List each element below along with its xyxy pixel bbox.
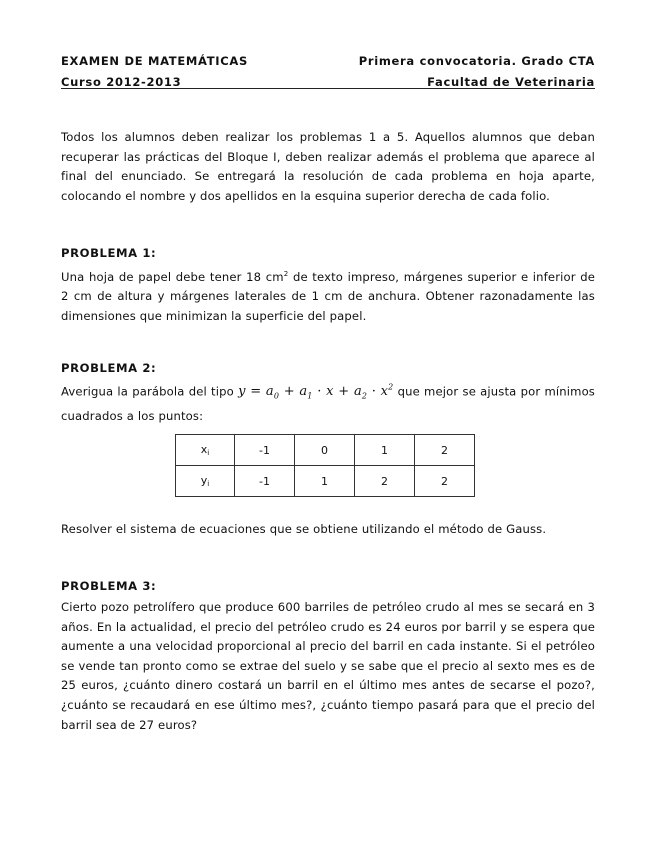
problem-1-text-start: Una hoja de papel debe tener 18 cm xyxy=(61,269,284,284)
points-table xyxy=(175,434,475,497)
header-divider xyxy=(61,88,595,89)
exam-title: EXAMEN DE MATEMÁTICAS xyxy=(61,54,249,68)
exam-session: Primera convocatoria. Grado CTA xyxy=(358,54,595,68)
problem-1-unit-exponent: 2 xyxy=(283,270,289,278)
table-cell: 0 xyxy=(295,435,355,466)
problem-2-text-start: Averigua la parábola del tipo xyxy=(61,384,234,399)
gauss-instruction: Resolver el sistema de ecuaciones que se obtiene utilizando el método de Gauss. xyxy=(61,522,547,536)
exam-header xyxy=(61,54,595,96)
header-row-2 xyxy=(61,75,595,96)
parabola-formula: $y = a_0 + a_1 \cdot x + a_2 \cdot x^2$ xyxy=(238,383,394,401)
table-cell: 1 xyxy=(355,435,415,466)
header-row-1 xyxy=(61,54,595,75)
table-cell: 2 xyxy=(415,466,475,497)
table-row-x xyxy=(176,435,475,466)
problem-2-statement xyxy=(61,378,595,426)
problem-1-title: PROBLEMA 1: xyxy=(61,246,157,260)
instructions-paragraph: Todos los alumnos deben realizar los problemas 1 a 5. Aquellos alumnos que deban recuperar las prácticas del Bloque I, deben realizar además el problema que aparece al final del enunciado. Se entregará la resolución de cada problema en hoja aparte, colocando el nombre y dos apellidos en la esquina superior derecha de cada folio. xyxy=(61,130,595,203)
faculty-name: Facultad de Veterinaria xyxy=(427,75,595,89)
problem-3-statement: Cierto pozo petrolífero que produce 600 barriles de petróleo crudo al mes se secará en 3 años. En la actualidad, el precio del petróleo crudo es 24 euros por barril y se espera que aumente a una velocidad proporcional al precio del barril en cada instante. Si el petróleo se vende tan pronto como se extrae del suelo y se sabe que el precio al sexto mes es de 25 euros, ¿cuánto dinero costará un barril en el último mes antes de secarse el pozo?, ¿cuánto se recaudará en ese último mes?, ¿cuánto tiempo pasará para que el precio del barril sea de 27 euros? xyxy=(61,600,595,732)
table-cell: 1 xyxy=(295,466,355,497)
problem-2-text-end: que mejor se ajusta por mínimos cuadrados a los puntos: xyxy=(61,384,596,423)
row-label-x: xi xyxy=(176,435,235,466)
problem-1-text-end: de texto impreso, márgenes superior e inferior de 2 cm de altura y márgenes laterales de 1 cm de anchura. Obtener razonadamente las dimensiones que minimizan la superficie del papel. xyxy=(61,269,596,324)
academic-year: Curso 2012-2013 xyxy=(61,75,182,89)
problem-2-title: PROBLEMA 2: xyxy=(61,361,157,375)
problem-1-statement xyxy=(61,265,595,327)
table-cell: -1 xyxy=(235,466,295,497)
row-label-y: yi xyxy=(176,466,235,497)
table-cell: 2 xyxy=(355,466,415,497)
table-row-y xyxy=(176,466,475,497)
table-cell: 2 xyxy=(415,435,475,466)
table-cell: -1 xyxy=(235,435,295,466)
problem-3-title: PROBLEMA 3: xyxy=(61,579,157,593)
